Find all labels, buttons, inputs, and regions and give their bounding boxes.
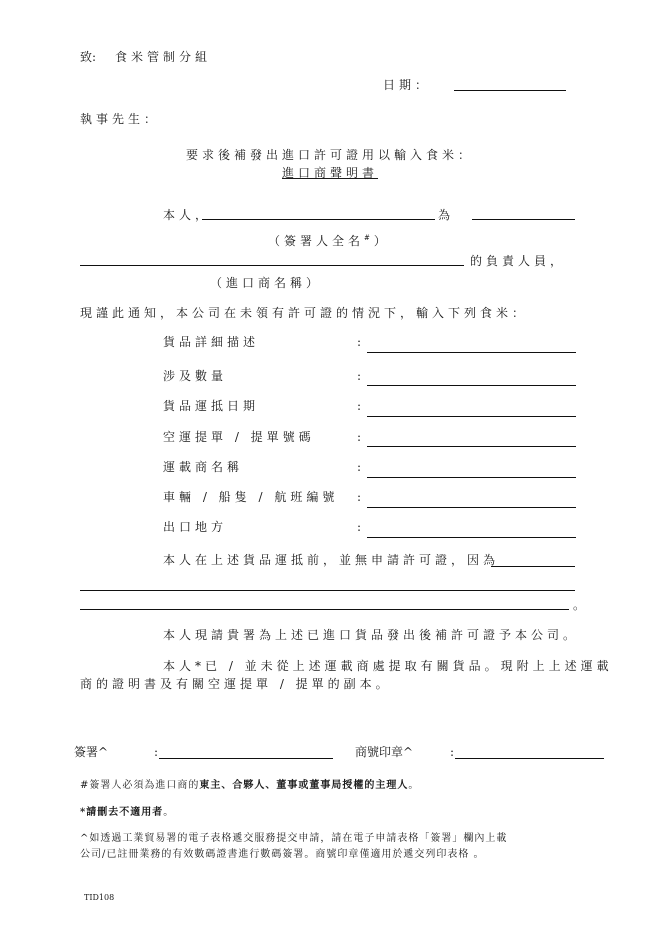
field-label-bill-number: 空運提單 / 提單號碼: [163, 430, 315, 444]
note-delete: *請刪去不適用者。: [80, 807, 175, 818]
recipient-name: 食米管制分組: [115, 50, 212, 64]
field-label-carrier: 運載商名稱: [163, 460, 244, 474]
responsible-officer-text: 的負責人員，: [470, 254, 567, 268]
field-colon: :: [357, 430, 362, 444]
date-label: 日期：: [383, 78, 432, 92]
request-text: 本人現請貴署為上述已進口貨品發出後補許可證予本公司。: [163, 628, 580, 642]
arrival-date-input-line[interactable]: [367, 416, 576, 417]
company-chop-line[interactable]: [455, 758, 604, 759]
notice-text: 現謹此通知，本公司在未領有許可證的情況下，輸入下列食米：: [80, 306, 529, 320]
statement-line-2: 商的證明書及有關空運提單 / 提單的副本。: [80, 677, 392, 691]
vehicle-number-input-line[interactable]: [367, 507, 576, 508]
reason-input-line-3[interactable]: [80, 609, 569, 610]
field-colon: :: [357, 369, 362, 383]
field-label-quantity: 涉及數量: [163, 369, 228, 383]
recipient-label: 致:: [80, 50, 97, 64]
signature-label: 簽署^: [74, 745, 109, 759]
reason-end-mark: 。: [573, 598, 586, 612]
field-label-description: 貨品詳細描述: [163, 335, 260, 349]
form-title: 要求後補發出進口許可證用以輸入食米：: [186, 148, 475, 162]
carrier-input-line[interactable]: [367, 477, 576, 478]
form-subtitle: 進口商聲明書: [282, 166, 379, 180]
note-signatory: #簽署人必須為進口商的東主、合夥人、董事或董事局授權的主理人。: [80, 780, 420, 791]
field-colon: :: [357, 460, 362, 474]
statement-line-1: 本人*已 / 並未從上述運載商處提取有關貨品。現附上上述運載: [163, 659, 613, 673]
importer-name-line[interactable]: [80, 265, 464, 266]
signatory-name-line[interactable]: [202, 219, 435, 220]
note-electronic-line-1: ^如透過工業貿易署的電子表格遞交服務提交申請，請在電子申請表格「簽署」欄內上載: [80, 833, 508, 844]
field-label-vehicle-number: 車輛 / 船隻 / 航班編號: [163, 490, 339, 504]
signatory-name-caption: （簽署人全名#）: [268, 234, 390, 248]
description-input-line[interactable]: [367, 352, 576, 353]
note-electronic-line-2: 公司/已註冊業務的有效數碼證書進行數碼簽署。商號印章僅適用於遞交列印表格 。: [80, 849, 485, 860]
reason-input-line[interactable]: [491, 566, 575, 567]
field-label-arrival-date: 貨品運抵日期: [163, 399, 260, 413]
signature-line[interactable]: [159, 758, 333, 759]
reason-text: 本人在上述貨品運抵前，並無申請許可證，因為: [163, 553, 500, 567]
salutation: 執事先生：: [80, 112, 161, 126]
field-colon: :: [357, 490, 362, 504]
field-colon: :: [357, 335, 362, 349]
quantity-input-line[interactable]: [367, 385, 576, 386]
field-colon: :: [357, 399, 362, 413]
date-line[interactable]: [454, 90, 566, 91]
bill-number-input-line[interactable]: [367, 446, 576, 447]
field-colon: :: [357, 520, 362, 534]
company-chop-colon: :: [450, 745, 455, 759]
form-code: TID108: [84, 893, 115, 902]
position-line[interactable]: [472, 219, 575, 220]
field-label-export-place: 出口地方: [163, 520, 228, 534]
declarant-prefix: 本人，: [163, 208, 212, 222]
reason-input-line-2[interactable]: [80, 590, 575, 591]
export-place-input-line[interactable]: [367, 537, 576, 538]
company-chop-label: 商號印章^: [355, 745, 414, 759]
signature-colon: :: [154, 745, 159, 759]
as-label: 為: [438, 208, 451, 222]
importer-name-caption: （進口商名稱）: [210, 276, 323, 290]
